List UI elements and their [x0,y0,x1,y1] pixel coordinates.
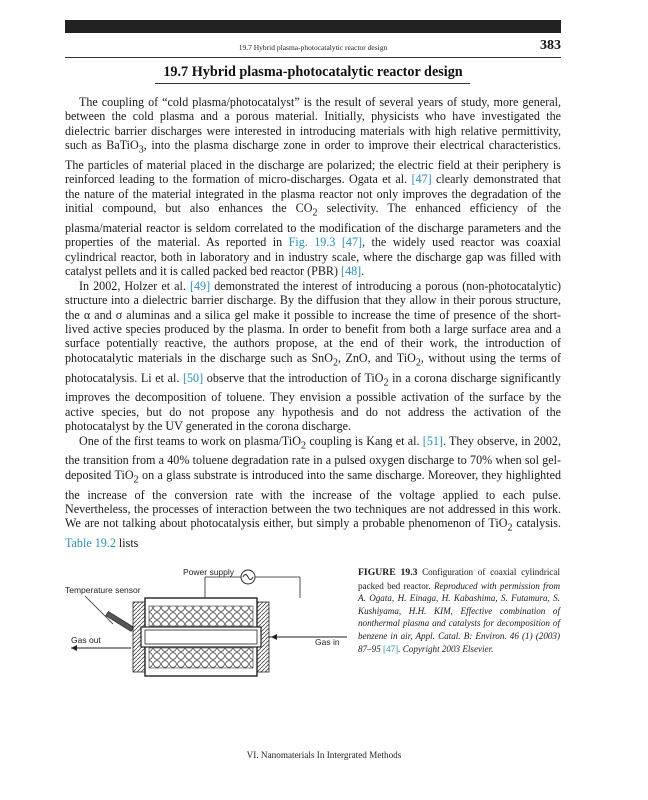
citation-50-link[interactable]: [50] [182,370,204,385]
reactor-diagram [65,564,347,686]
sensor-leader-line [85,596,113,624]
table-19-2-link[interactable]: Table 19.2 [65,536,116,551]
caption-credit: Reproduced with permission from A. Ogata, H. Einaga, H. Kabashima, S. Futamura, S. Kushiyama, H.H. KIM, Effective combination of nonthermal plasma and catalysts for decomposition of benzene in air, Appl. Catal. B: Environ. 46 (1) (2003) 87–95 [358,580,561,654]
gas-in-arrow-icon [271,634,277,640]
caption-citation-47-link[interactable]: [47] [383,643,399,654]
page-footer: VI. Nanomaterials In Intergrated Methods [246,750,402,760]
paragraph-3: One of the first teams to work on plasma/TiO$_2$ coupling is Kang et al. [51]. They observe, in 2002, the transition from a 40% toluene degradation rate in a pulsed oxygen discharge to 70% when sol gel-deposited TiO$_2$ on a glass substrate is introduced into the same discharge. Moreover, they highlighted the increase of the conversion rate with the increase of the voltage applied to each pulse. Nevertheless, the processes of interaction between the two techniques are not addressed in this work. We are not talking about photocatalysis either, but simply a probable phenomenon of TiO$_2$ catalysis. Table 19.2 lists [65,433,561,551]
body-text [65,95,561,551]
running-head [65,40,561,56]
figure-19-3-link[interactable]: Fig. 19.3 [47] [288,235,363,250]
power-supply-label: Power supply [183,567,235,577]
citation-51-link[interactable]: [51] [422,433,443,448]
paragraph-1: The coupling of “cold plasma/photocatalyst” is the result of several years of study, more general, between the cold plasma and a porous material. Initially, physicists who have investigated the dielectric barrier discharges were interested in introducing materials with high relative permittivity, such as BaTiO$_3$, into the plasma discharge zone in order to improve their electrical characteristics. The particles of material placed in the discharge are polarized; the electric field at their periphery is reinforced leading to the formation of micro-discharges. Ogata et al. [47] clearly demonstrated that the nature of the material integrated in the plasma reactor not only improves the degradation of the initial compound, but also enhances the $CO_2$ selectivity. The enhanced efficiency of the plasma/material reactor is seldom correlated to the modification of the discharge parameters and the properties of the material. As reported in Fig. 19.3 [47], the widely used reactor was coaxial cylindrical reactor, both in laboratory and in industry scale, where the discharge gap was filled with catalyst pellets and it is called packed bed reactor (PBR) [48]. [65,95,562,279]
paragraph-2: In 2002, Holzer et al. [49] demonstrated the interest of introducing a porous (non-photocatalytic) structure into a dielectric barrier discharge. By the diffusion that they allow in their porous structure, the α and σ aluminas and a silica gel make it possible to increase the time of presence of the short-lived active species produced by the plasma. In order to benefit from both a large surface area and a surface potentially reactive, the authors propose, at the end of their work, the introduction of photocatalytic materials in the discharge such as SnO$_2$, ZnO, and TiO$_2$, without using the terms of photocatalysis. Li et al. [50] observe that the introduction of TiO$_2$ in a corona discharge significantly improves the decomposition of toluene. They envision a possible activation of the surface by the active species, but do not propose any hypothesis and do not address the activation of the photocatalyst by the UV generated in the corona discharge. [65,278,561,434]
page-number: 383 [540,38,561,53]
header-rule [65,57,561,58]
upper-packed-bed [149,606,253,626]
gas-in-label: Gas in [315,637,340,647]
citation-47-link[interactable]: [47] [411,172,432,187]
gas-out-arrow-icon [71,645,77,651]
reactor-figure [65,564,347,686]
section-title: 19.7 Hybrid plasma-photocatalytic reactor design [163,64,463,80]
temperature-sensor-label: Temperature sensor [65,585,141,595]
section-title-rule [155,83,470,84]
caption-text: Configuration of coaxial cylindrical packed bed reactor. [358,567,560,591]
citation-48-link[interactable]: [48] [341,264,362,279]
running-title: 19.7 Hybrid plasma-photocatalytic reactor design [238,43,388,52]
lower-packed-bed [149,648,253,668]
gas-out-label: Gas out [71,635,101,645]
figure-label: FIGURE 19.3 [358,567,418,578]
citation-49-link[interactable]: [49] [189,278,211,293]
header-bar [65,20,561,33]
figure-caption: FIGURE 19.3 Configuration of coaxial cylindrical packed bed reactor. Reproduced with permission from A. Ogata, H. Einaga, H. Kabashima, S. Futamura, S. Kushiyama, H.H. KIM, Effective combination of nonthermal plasma and catalysts for decomposition of benzene in air, Appl. Catal. B: Environ. 46 (1) (2003) 87–95 [47]. Copyright 2003 Elsevier. [358,567,561,654]
